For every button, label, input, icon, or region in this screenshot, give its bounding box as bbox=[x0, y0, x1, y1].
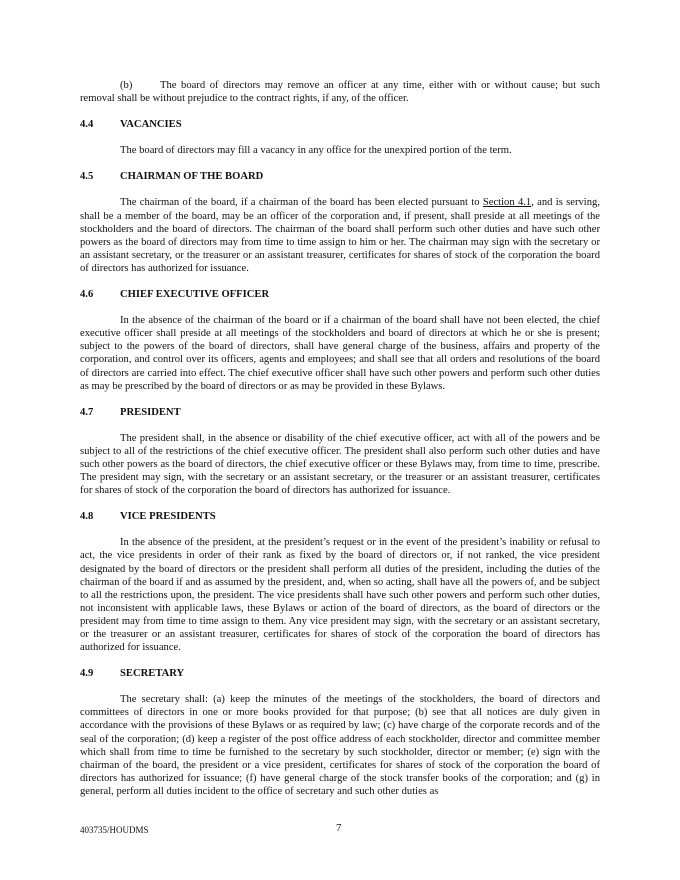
footer-document-id: 403735/HOUDMS bbox=[80, 825, 149, 835]
section-number: 4.5 bbox=[80, 171, 94, 183]
section-heading-4-9 bbox=[80, 667, 600, 680]
section-number: 4.8 bbox=[80, 511, 94, 523]
section-body-4-5 bbox=[80, 196, 600, 275]
section-cross-reference-link[interactable]: Section 4.1 bbox=[482, 197, 532, 209]
section-title: CHAIRMAN OF THE BOARD bbox=[120, 171, 264, 183]
section-number: 4.6 bbox=[80, 289, 94, 301]
section-heading-4-8 bbox=[80, 510, 600, 523]
section-number: 4.7 bbox=[80, 406, 94, 418]
section-body-4-9: The secretary shall: (a) keep the minutes of the meetings of the stockholders, the board of directors and committees of directors in one or more books provided for that purpose; (b) see that all notices are duly given in accordance with the provisions of these Bylaws or as required by law; (c) have charge of the corporate records and of the seal of the corporation; (d) keep a register of the post office address of each stockholder, director and committee member which shall from time to time be furnished to the secretary by such stockholder, director or member; (e) sign with the chairman of the board, the president or a vice president, certificates for shares of stock of the corporation the board of directors has authorized for issuance; (f) have general charge of the stock transfer books of the corporation; and (g) in general, perform all duties incident to the office of secretary and such other duties as bbox=[80, 694, 600, 797]
footer-page-number: 7 bbox=[336, 822, 342, 834]
paragraph-b bbox=[80, 79, 600, 105]
section-body-4-7: The president shall, in the absence or disability of the chief executive officer, act with all of the powers and be subject to all of the restrictions of the chief executive officer. The president shall also perform such other duties and have such other powers as the board of directors, the chief executive officer or these Bylaws may, from time to time, prescribe. The president may sign, with the secretary or an assistant secretary, or the treasurer or an assistant treasurer, certificates for shares of stock of the corporation the board of directors has authorized for issuance. bbox=[80, 432, 600, 497]
paragraph-b-text: The board of directors may remove an officer at any time, either with or without cause; but such removal shall be without prejudice to the contract rights, if any, of the officer. bbox=[80, 80, 600, 105]
section-number: 4.9 bbox=[80, 668, 94, 680]
section-title: VACANCIES bbox=[120, 119, 182, 131]
section-heading-4-6 bbox=[80, 288, 600, 301]
section-body-4-6: In the absence of the chairman of the board or if a chairman of the board shall have not been elected, the chief executive officer shall preside at all meetings of the stockholders and board of directors at which he or she is present; subject to the powers of the board of directors, shall have general charge of the business, affairs and property of the corporation, and control over its officers, agents and employees; and shall see that all orders and resolutions of the board of directors are carried into effect. The chief executive officer shall have such other powers and perform such other duties as may be prescribed by the board of directors or as may be provided in these Bylaws. bbox=[80, 315, 600, 392]
paragraph-b-label: (b) bbox=[120, 80, 133, 91]
section-title: CHIEF EXECUTIVE OFFICER bbox=[120, 289, 270, 301]
section-body-text: The chairman of the board, if a chairman of the board has been elected pursuant to bbox=[120, 197, 483, 209]
section-title: SECRETARY bbox=[120, 668, 185, 680]
section-heading-4-4 bbox=[80, 118, 600, 131]
page-content bbox=[80, 79, 600, 798]
section-title: VICE PRESIDENTS bbox=[120, 511, 216, 523]
section-title: PRESIDENT bbox=[120, 406, 181, 418]
section-number: 4.4 bbox=[80, 119, 94, 131]
section-body-4-8: In the absence of the president, at the president’s request or in the event of the president’s inability or refusal to act, the vice presidents in order of their rank as fixed by the board of directors or, if not ranked, the vice president designated by the board of directors or the president shall perform all duties of the president, including the duties of the chairman of the board if and as assumed by the president, and, when so acting, shall have all the powers of, and be subject to all the restrictions upon, the president. The vice presidents shall have such other powers and perform such other duties, not inconsistent with applicable laws, these Bylaws or action of the board of directors, as the board of directors or the president may from time to time assign to them. Any vice president may sign, with the secretary or an assistant secretary, or the treasurer or an assistant treasurer, certificates for shares of stock of the corporation the board of directors has authorized for issuance. bbox=[80, 537, 600, 654]
section-heading-4-7 bbox=[80, 406, 600, 419]
section-body-text: , and is serving, shall be a member of the board, may be an officer of the corporation and, if present, shall preside at all meetings of the stockholders and the board of directors. The chairman of the board shall perform such other duties and have such other powers as the board of directors may from time to time assign to him or her. The chairman may sign with the secretary or an assistant secretary, or the treasurer or an assistant treasurer, certificates for shares of stock of the corporation the board of directors has authorized for issuance. bbox=[80, 197, 600, 274]
section-heading-4-5 bbox=[80, 170, 600, 183]
section-body-4-4: The board of directors may fill a vacancy in any office for the unexpired portion of the term. bbox=[120, 145, 512, 157]
